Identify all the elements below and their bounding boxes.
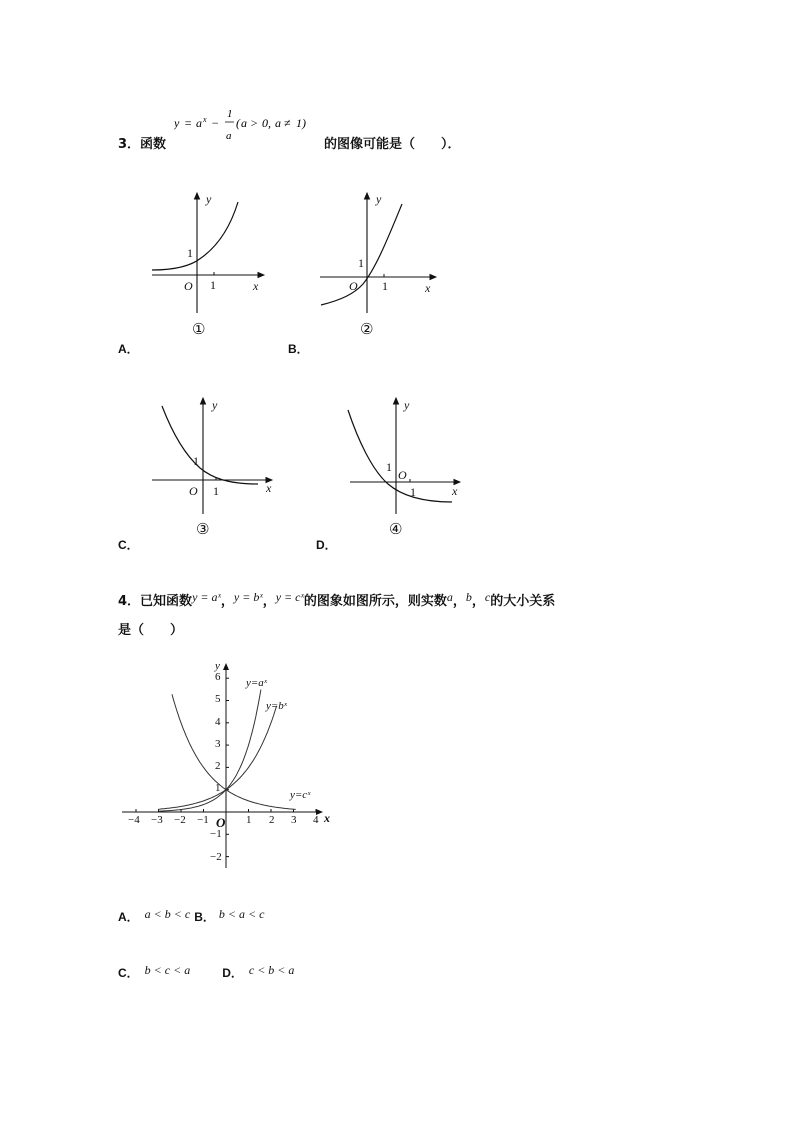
q4-var-b: b: [465, 590, 472, 604]
y-tick-2: 2: [215, 760, 221, 772]
q3-graph-4: [344, 392, 474, 542]
axis-label-x: x: [266, 481, 272, 495]
q3-number: 3．: [118, 137, 141, 152]
x-tick-2: 2: [269, 814, 275, 826]
q4-figure: [118, 658, 348, 872]
tick-x-1: 1: [213, 484, 219, 498]
svg-text:a: a: [241, 116, 247, 130]
tick-x-1: 1: [382, 279, 388, 293]
svg-text:−: −: [211, 116, 220, 130]
q3-graph-3: [148, 392, 278, 542]
y-tick-5: 5: [215, 693, 221, 705]
origin-label: O: [189, 484, 198, 498]
q4-graph: [118, 658, 348, 872]
q4-f2: y = bˣ: [233, 590, 263, 604]
q4-sep-1: ，: [220, 594, 234, 609]
label-y-a-x: y=aˣ: [246, 677, 267, 689]
svg-text:0,: 0,: [262, 116, 271, 130]
y-tick-neg1: −1: [210, 828, 222, 840]
q4-option-d-label[interactable]: D．: [222, 966, 243, 980]
graph-label: ②: [360, 320, 374, 338]
svg-text:a: a: [275, 116, 281, 130]
q3-graph-2: [316, 188, 446, 348]
label-y-b-x: y=bˣ: [266, 700, 287, 712]
tick-x-1: 1: [410, 485, 416, 499]
q4-f1: y = aˣ: [192, 590, 221, 604]
q4-tail: 的大小关系: [490, 594, 556, 609]
q4-sep-3: ，: [452, 594, 466, 609]
axis-label-x: x: [253, 279, 259, 293]
svg-text:a: a: [226, 130, 232, 142]
svg-text:>: >: [250, 116, 259, 130]
x-tick-neg2: −2: [174, 814, 186, 826]
graph-label: ①: [192, 320, 206, 338]
q4-var-a: a: [446, 590, 453, 604]
q4-number: 4．: [118, 594, 141, 609]
q4-option-a-label[interactable]: A．: [118, 910, 139, 924]
y-tick-6: 6: [215, 671, 221, 683]
y-tick-4: 4: [215, 716, 221, 728]
axis-label-x: x: [425, 281, 431, 295]
q3-option-a[interactable]: A．: [118, 342, 139, 356]
svg-text:a: a: [196, 116, 202, 130]
axis-label-y: y: [376, 192, 382, 206]
axis-label-y: y: [212, 398, 218, 412]
curve-2: [321, 204, 402, 305]
tick-y-1: 1: [386, 460, 392, 474]
svg-text:y: y: [174, 116, 180, 130]
q3-prefix: 函数: [140, 137, 167, 152]
x-tick-3: 3: [291, 814, 297, 826]
y-tick-3: 3: [215, 738, 221, 750]
curve-3: [162, 406, 258, 484]
q4-f3: y = cˣ: [275, 590, 304, 604]
q4-mid: 的图象如图所示，则实数: [303, 594, 447, 609]
q3-graph-1: [146, 188, 276, 348]
q4-option-d-expr: c < b < a: [248, 963, 295, 977]
y-tick-neg2: −2: [210, 851, 222, 863]
q4-option-b-expr: b < a < c: [218, 907, 265, 921]
q4-origin: O: [216, 815, 226, 830]
y-tick-1: 1: [215, 782, 221, 794]
q3-option-d[interactable]: D．: [316, 538, 337, 552]
q4-stem-line2: 是（ ）: [118, 623, 184, 638]
origin-label: O: [398, 468, 407, 482]
axis-label-y: y: [206, 192, 212, 206]
q4-option-row-2: [118, 962, 294, 981]
q4-axis-y: y: [215, 660, 220, 672]
q3-suffix: 的图像可能是（ ）．: [324, 137, 461, 152]
q3-option-c[interactable]: C．: [118, 538, 139, 552]
origin-label: O: [184, 279, 193, 293]
curve-y-a-x: [159, 690, 261, 812]
x-tick-neg3: −3: [151, 814, 163, 826]
curve-1: [152, 202, 238, 270]
x-tick-1: 1: [246, 814, 252, 826]
q4-option-a-expr: a < b < c: [144, 907, 191, 921]
svg-text:1: 1: [227, 108, 233, 120]
label-y-c-x: y=cˣ: [290, 789, 311, 801]
svg-text:=: =: [184, 116, 193, 130]
tick-y-1: 1: [193, 454, 199, 468]
axis-label-y: y: [404, 398, 410, 412]
tick-y-1: 1: [358, 256, 364, 270]
q4-stem-line1: [118, 586, 555, 613]
svg-text:(: (: [236, 116, 240, 130]
origin-label: O: [349, 279, 358, 293]
graph-label: ③: [196, 520, 210, 538]
x-tick-neg1: −1: [197, 814, 209, 826]
x-tick-4: 4: [313, 814, 319, 826]
q4-axis-x: x: [324, 811, 330, 825]
q4-var-c: c: [484, 590, 491, 604]
q4-option-c-label[interactable]: C．: [118, 966, 139, 980]
svg-text:≠: ≠: [284, 116, 291, 130]
axis-label-x: x: [452, 484, 458, 498]
x-tick-neg4: −4: [128, 814, 140, 826]
q3-option-b[interactable]: B．: [288, 342, 309, 356]
q4-option-c-expr: b < c < a: [144, 963, 191, 977]
q3-formula: [174, 104, 322, 146]
tick-y-1: 1: [187, 246, 193, 260]
q4-prefix: 已知函数: [140, 594, 193, 609]
svg-text:x: x: [203, 115, 207, 124]
svg-text:1): 1): [296, 116, 306, 130]
graph-label: ④: [389, 520, 403, 538]
q4-option-row-1: [118, 906, 264, 925]
q4-sep-2: ，: [262, 594, 276, 609]
q4-option-b-label[interactable]: B．: [194, 910, 215, 924]
q4-sep-4: ，: [471, 594, 485, 609]
tick-x-1: 1: [210, 278, 216, 292]
curve-4: [348, 410, 452, 502]
